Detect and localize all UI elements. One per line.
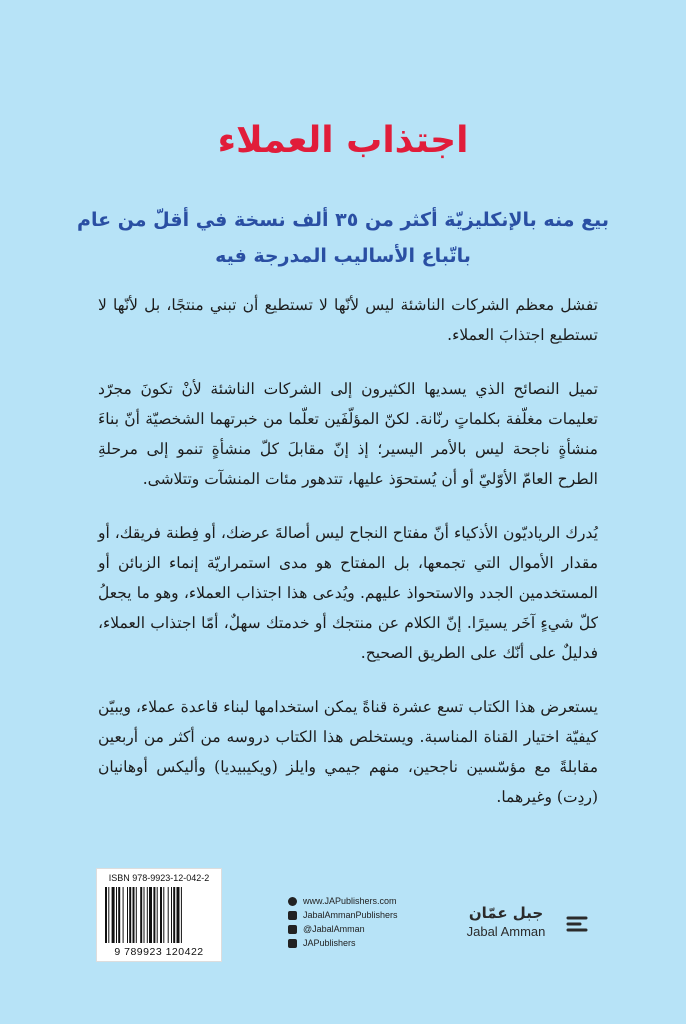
publisher-name-ar: جبل عمّان	[468, 904, 544, 922]
isbn-label: ISBN 978-9923-12-042-2	[108, 873, 210, 883]
blurb-paragraph-1: تفشل معظم الشركات الناشئة ليس لأنّها لا تستطيع أن تبني منتجًا، بل لأنّها لا تستطيع اجتذابَ العملاء.	[98, 296, 598, 344]
contact-instagram[interactable]	[288, 908, 438, 922]
contact-twitter[interactable]	[288, 922, 438, 936]
instagram-icon	[288, 911, 297, 920]
book-title: اجتذاب العملاء	[217, 120, 469, 161]
contact-facebook-text: JAPublishers	[303, 938, 356, 948]
barcode-digits: 9 789923 120422	[114, 946, 204, 958]
blurb-paragraph-2: تميل النصائح الذي يسديها الكثيرون إلى الشركات الناشئة لأنْ تكونَ مجرّد تعليمات مغلّفة بكلماتٍ رنّانة. لكنّ المؤلّفَين تعلّما من خبرتهما الشخصيّة أنّ بناءَ منشأةٍ ناجحة ليس بالأمر اليسير؛ إذ إنّ مقابلَ كلّ منشأةٍ تنمو إلى مرحلةِ الطرح العامّ الأوّليّ أو أن يُستحوَذ عليها، تتدهور مئات المنشآت وتتلاشى.	[98, 380, 598, 488]
publisher-mark-icon	[564, 912, 592, 936]
twitter-icon	[288, 925, 297, 934]
blurb-paragraph-3: يُدرك الرياديّون الأذكياء أنّ مفتاح النجاح ليس أصالةَ عرضك، أو فِطنة فريقك، أو مقدار الأموال التي تجمعها، بل المفتاح هو مدى استمراريّة إنماء الزبائن أو المستخدمين الجدد والاستحواذ عليهم. ويُدعى هذا اجتذاب العملاء، وهو ما يجعلُ كلّ شيءٍ آخَر يسيرًا. إنّ الكلام عن منتجك أو خدمتك سهلٌ، أمّا اجتذاب العملاء، فدليلٌ على أنّك على الطريق الصحيح.	[98, 524, 598, 662]
barcode-icon	[105, 887, 213, 943]
subtitle-line-1: بيع منه بالإنكليزيّة أكثر من ٣٥ ألف نسخة في أقلّ من عام	[77, 209, 609, 231]
book-subtitle	[60, 202, 626, 274]
publisher-contacts	[288, 894, 438, 950]
publisher-logo	[456, 904, 596, 944]
contact-instagram-text: JabalAmmanPublishers	[303, 910, 398, 920]
facebook-icon	[288, 939, 297, 948]
subtitle-line-2: باتّباع الأساليب المدرجة فيه	[215, 245, 471, 267]
contact-website-text: www.JAPublishers.com	[303, 896, 397, 906]
contact-website[interactable]	[288, 894, 438, 908]
publisher-name-en: Jabal Amman	[466, 924, 546, 939]
blurb	[98, 290, 598, 836]
globe-icon	[288, 897, 297, 906]
barcode-block	[96, 868, 222, 962]
contact-facebook[interactable]	[288, 936, 438, 950]
contact-twitter-text: @JabalAmman	[303, 924, 365, 934]
blurb-paragraph-4: يستعرض هذا الكتاب تسع عشرة قناةً يمكن استخدامها لبناء قاعدة عملاء، ويبيّن كيفيّة اختيار القناة المناسبة. ويستخلص هذا الكتاب دروسه من أكثر من أربعين مقابلةً مع مؤسّسين ناجحين، منهم جيمي وايلز (ويكيبيديا) وأليكس أوهانيان (ردِت) وغيرهما.	[98, 698, 598, 806]
